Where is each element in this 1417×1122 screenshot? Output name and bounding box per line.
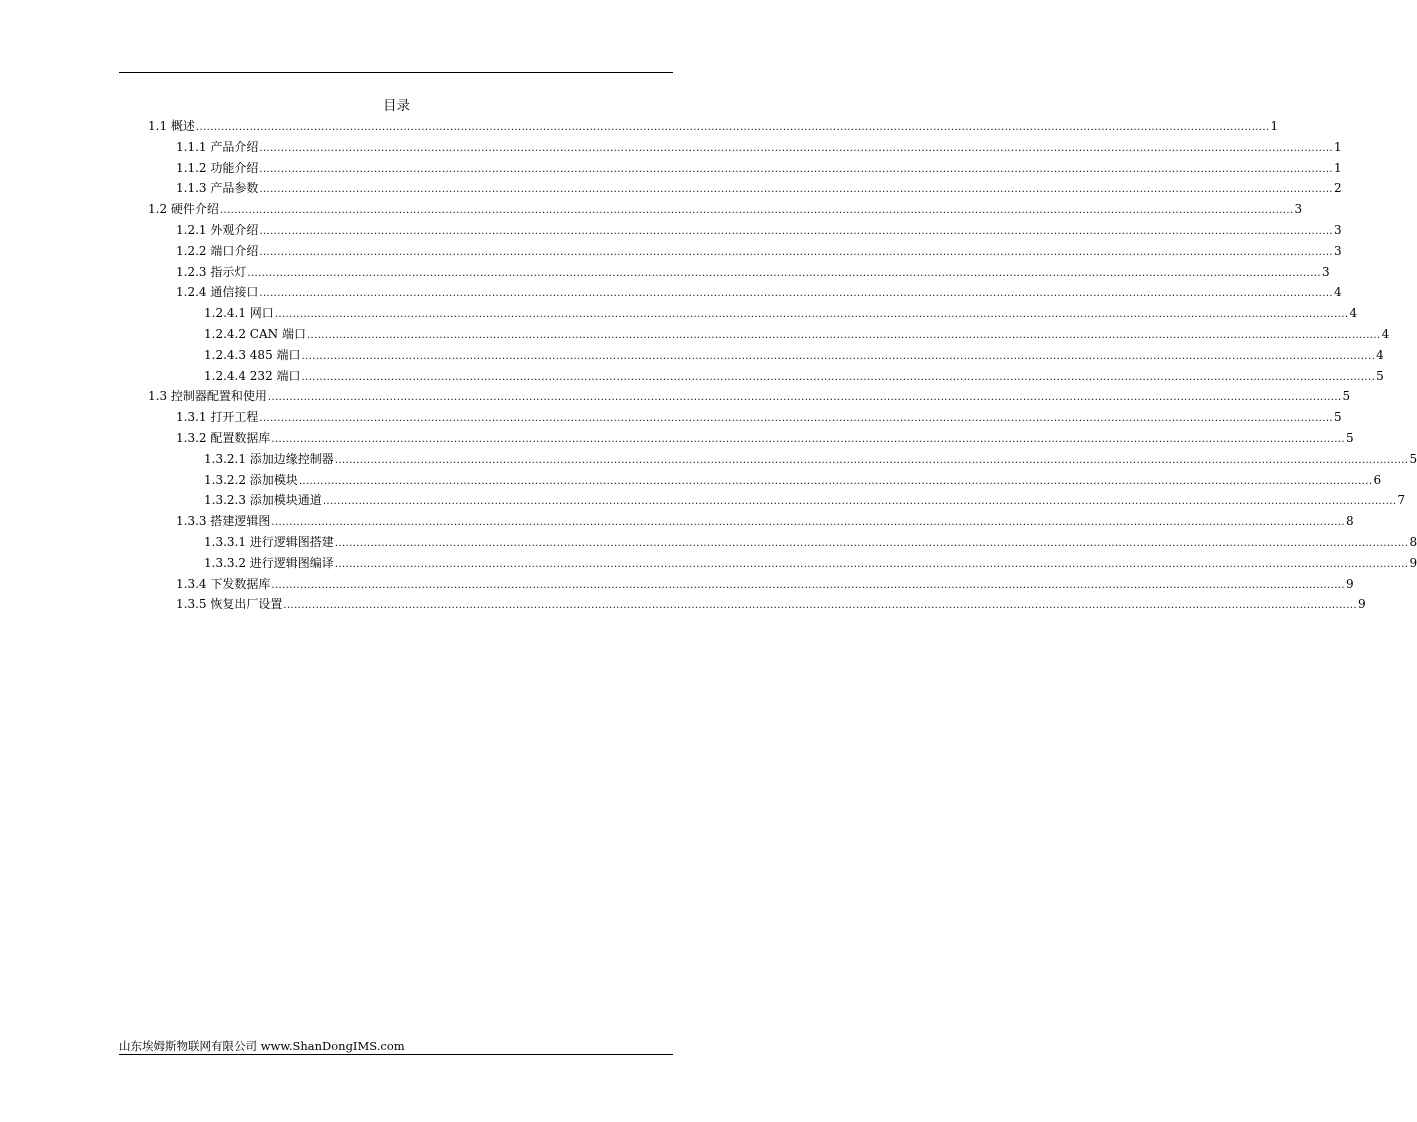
toc-entry[interactable] bbox=[148, 118, 1279, 134]
toc-entry[interactable] bbox=[204, 368, 1384, 384]
toc-title: 目录 bbox=[383, 98, 410, 114]
toc-leader-dots: ............................................................................................................................................................................................................................................................................................................ bbox=[271, 579, 1345, 591]
toc-entry[interactable] bbox=[204, 347, 1384, 363]
toc-leader-dots: ............................................................................................................................................................................................................................................................................................................ bbox=[259, 288, 1333, 300]
toc-leader-dots: ............................................................................................................................................................................................................................................................................................................ bbox=[298, 475, 1373, 487]
toc-leader-dots: ............................................................................................................................................................................................................................................................................................................ bbox=[334, 454, 1409, 466]
toc-entry-page-number: 5 bbox=[1333, 410, 1342, 425]
toc-entry-page-number: 3 bbox=[1321, 264, 1330, 279]
toc-leader-dots: ............................................................................................................................................................................................................................................................................................................ bbox=[334, 538, 1409, 549]
footer-text: 山东埃姆斯物联网有限公司 www.ShanDongIMS.com bbox=[119, 1039, 405, 1053]
toc-entry[interactable] bbox=[176, 160, 1342, 176]
toc-entry-page-number: 8 bbox=[1409, 535, 1417, 549]
toc-entry-page-number: 6 bbox=[1373, 472, 1382, 487]
toc-entry-page-number: 4 bbox=[1376, 347, 1384, 362]
toc-entry[interactable] bbox=[204, 451, 1417, 467]
toc-entry[interactable] bbox=[176, 596, 1366, 612]
toc-leader-dots: ............................................................................................................................................................................................................................................................................................................ bbox=[259, 413, 1333, 425]
toc-entry[interactable] bbox=[176, 180, 1342, 196]
toc-leader-dots: ............................................................................................................................................................................................................................................................................................................ bbox=[301, 371, 1376, 383]
toc-entry-label: 1.3.3 搭建逻辑图 bbox=[176, 514, 271, 529]
toc-leader-dots: ............................................................................................................................................................................................................................................................................................................ bbox=[274, 309, 1349, 321]
toc-entry-label: 1.2 硬件介绍 bbox=[148, 202, 219, 217]
toc-entry-label: 1.2.2 端口介绍 bbox=[176, 243, 259, 258]
toc-entry-page-number: 4 bbox=[1333, 285, 1342, 300]
toc-entry-page-number: 4 bbox=[1349, 306, 1358, 321]
toc-leader-dots: ............................................................................................................................................................................................................................................................................................................ bbox=[322, 496, 1397, 508]
toc-entry-page-number: 1 bbox=[1333, 160, 1342, 175]
toc-entry-page-number: 1 bbox=[1270, 119, 1279, 133]
toc-entry-page-number: 1 bbox=[1333, 139, 1342, 154]
header-rule bbox=[119, 72, 673, 73]
toc-entry-label: 1.3.3.1 进行逻辑图搭建 bbox=[204, 535, 334, 549]
toc-leader-dots: ............................................................................................................................................................................................................................................................................................................ bbox=[271, 517, 1345, 529]
toc-entry-label: 1.1.1 产品介绍 bbox=[176, 139, 259, 154]
toc-entry-page-number: 9 bbox=[1357, 597, 1366, 612]
toc-entry-page-number: 3 bbox=[1294, 202, 1303, 217]
toc-leader-dots: ............................................................................................................................................................................................................................................................................................................ bbox=[259, 226, 1333, 237]
toc-entry[interactable] bbox=[176, 222, 1342, 238]
toc-entry[interactable] bbox=[204, 305, 1358, 321]
toc-leader-dots: ............................................................................................................................................................................................................................................................................................................ bbox=[259, 142, 1333, 154]
toc-entry-label: 1.3.2 配置数据库 bbox=[176, 431, 271, 445]
toc-entry-page-number: 2 bbox=[1333, 181, 1342, 196]
toc-leader-dots: ............................................................................................................................................................................................................................................................................................................ bbox=[219, 205, 1294, 217]
toc-leader-dots: ............................................................................................................................................................................................................................................................................................................ bbox=[271, 434, 1345, 445]
toc-entry-label: 1.3.2.2 添加模块 bbox=[204, 472, 298, 487]
toc-leader-dots: ............................................................................................................................................................................................................................................................................................................ bbox=[247, 267, 1321, 279]
toc-leader-dots: ............................................................................................................................................................................................................................................................................................................ bbox=[306, 330, 1381, 341]
toc-entry-label: 1.1 概述 bbox=[148, 119, 195, 133]
toc-leader-dots: ............................................................................................................................................................................................................................................................................................................ bbox=[283, 600, 1357, 612]
toc-leader-dots: ............................................................................................................................................................................................................................................................................................................ bbox=[301, 350, 1376, 362]
toc-entry-page-number: 9 bbox=[1345, 576, 1354, 591]
toc-entry[interactable] bbox=[176, 513, 1354, 529]
toc-entry-label: 1.2.4 通信接口 bbox=[176, 285, 259, 300]
toc-entry[interactable] bbox=[148, 388, 1351, 404]
toc-leader-dots: ............................................................................................................................................................................................................................................................................................................ bbox=[267, 392, 1342, 404]
toc-entry-label: 1.1.3 产品参数 bbox=[176, 181, 259, 196]
toc-entry[interactable] bbox=[176, 284, 1342, 300]
toc-leader-dots: ............................................................................................................................................................................................................................................................................................................ bbox=[334, 558, 1409, 570]
toc-entry-label: 1.2.4.4 232 端口 bbox=[204, 368, 301, 383]
toc-leader-dots: ............................................................................................................................................................................................................................................................................................................ bbox=[259, 184, 1333, 196]
toc-entry-page-number: 8 bbox=[1345, 514, 1354, 529]
toc-entry-page-number: 3 bbox=[1333, 243, 1342, 258]
toc-entry[interactable] bbox=[176, 243, 1342, 259]
toc-entry-page-number: 3 bbox=[1333, 223, 1342, 237]
toc-entry[interactable] bbox=[204, 555, 1417, 571]
toc-leader-dots: ............................................................................................................................................................................................................................................................................................................ bbox=[259, 163, 1333, 175]
toc-entry[interactable] bbox=[176, 264, 1330, 280]
toc-entry[interactable] bbox=[204, 326, 1390, 342]
toc-entry-label: 1.2.3 指示灯 bbox=[176, 264, 247, 279]
toc-entry-label: 1.2.1 外观介绍 bbox=[176, 223, 259, 237]
toc-entry-label: 1.3.1 打开工程 bbox=[176, 410, 259, 425]
toc-entry-page-number: 7 bbox=[1397, 493, 1406, 508]
toc-entry-label: 1.3.2.1 添加边缘控制器 bbox=[204, 451, 334, 466]
toc-entry[interactable] bbox=[148, 201, 1303, 217]
toc-entry-label: 1.2.4.2 CAN 端口 bbox=[204, 327, 306, 341]
toc-entry-label: 1.3 控制器配置和使用 bbox=[148, 389, 267, 404]
toc-entry-page-number: 5 bbox=[1342, 389, 1351, 404]
toc-entry-label: 1.3.4 下发数据库 bbox=[176, 576, 271, 591]
toc-entry-label: 1.3.5 恢复出厂设置 bbox=[176, 597, 283, 612]
toc-entry[interactable] bbox=[176, 576, 1354, 592]
toc-entry[interactable] bbox=[176, 409, 1342, 425]
toc-entry[interactable] bbox=[176, 139, 1342, 155]
toc-entry-label: 1.3.3.2 进行逻辑图编译 bbox=[204, 555, 334, 570]
toc-entry[interactable] bbox=[204, 472, 1382, 488]
toc-entry-label: 1.2.4.1 网口 bbox=[204, 306, 274, 321]
toc-entry-label: 1.3.2.3 添加模块通道 bbox=[204, 493, 322, 508]
toc-entry[interactable] bbox=[204, 534, 1417, 550]
toc-entry-label: 1.2.4.3 485 端口 bbox=[204, 347, 301, 362]
toc-entry[interactable] bbox=[204, 492, 1406, 508]
toc-leader-dots: ............................................................................................................................................................................................................................................................................................................ bbox=[195, 122, 1270, 133]
footer-rule bbox=[119, 1054, 673, 1055]
toc-entry-page-number: 9 bbox=[1409, 555, 1417, 570]
toc-leader-dots: ............................................................................................................................................................................................................................................................................................................ bbox=[259, 246, 1333, 258]
toc-entry-page-number: 5 bbox=[1376, 368, 1384, 383]
toc-entry-page-number: 5 bbox=[1409, 451, 1417, 466]
toc-entry-page-number: 4 bbox=[1381, 327, 1390, 341]
toc-entry[interactable] bbox=[176, 430, 1354, 446]
toc-entry-page-number: 5 bbox=[1345, 431, 1354, 445]
toc-entry-label: 1.1.2 功能介绍 bbox=[176, 160, 259, 175]
